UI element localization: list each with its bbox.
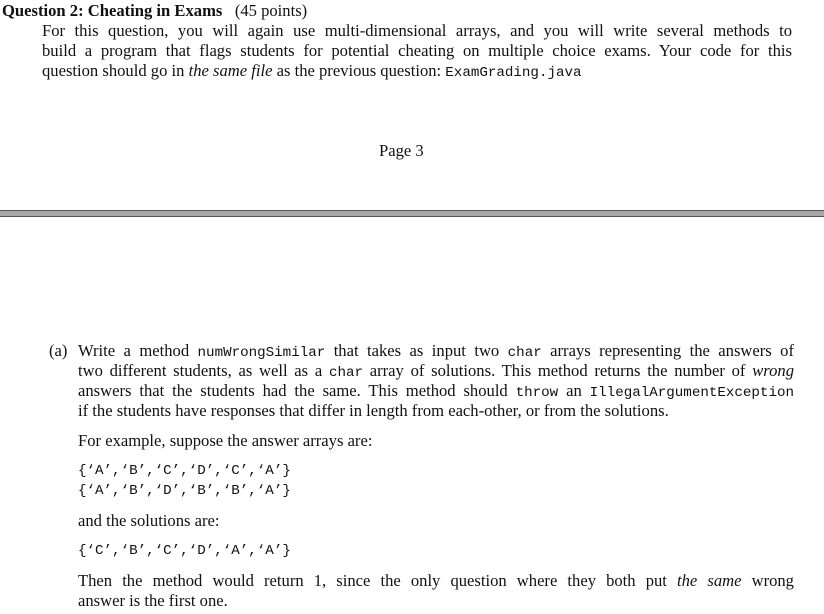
method-name-code: numWrongSimilar xyxy=(197,345,326,361)
text: array of solutions. This method returns the number of xyxy=(363,361,753,380)
solutions-intro: and the solutions are: xyxy=(78,511,220,530)
text: answers that the students had the same. This method should xyxy=(78,381,516,400)
answer-array-1: {‘A’,‘B’,‘C’,‘D’,‘C’,‘A’} xyxy=(78,463,291,479)
exception-code: IllegalArgumentException xyxy=(589,385,794,401)
intro-line-3 xyxy=(42,61,582,83)
question-title: Question 2: Cheating in Exams xyxy=(2,1,223,20)
text: arrays representing the answers of xyxy=(541,341,794,360)
intro-text: question should go in xyxy=(42,61,189,80)
answer-array-2: {‘A’,‘B’,‘D’,‘B’,‘B’,‘A’} xyxy=(78,483,291,499)
text: an xyxy=(558,381,590,400)
text: that takes as input two xyxy=(325,341,508,360)
type-code: char xyxy=(507,345,542,361)
part-a-line-3 xyxy=(78,381,794,403)
intro-text: as the previous question: xyxy=(272,61,446,80)
emphasis: the same xyxy=(677,571,742,590)
question-heading xyxy=(2,1,307,21)
solutions-array: {‘C’,‘B’,‘C’,‘D’,‘A’,‘A’} xyxy=(78,543,291,559)
conclusion-line-2: answer is the first one. xyxy=(78,591,228,610)
part-a-line-4: if the students have responses that differ in length from each-other, or from the solutions. xyxy=(78,401,669,420)
example-intro: For example, suppose the answer arrays are: xyxy=(78,431,373,450)
intro-emphasis: the same file xyxy=(188,61,273,80)
text: wrong xyxy=(741,571,794,590)
text: Then the method would return 1, since the only question where they both put xyxy=(78,571,677,590)
type-code: char xyxy=(328,365,364,381)
page-number: Page 3 xyxy=(379,141,424,160)
text: Write a method xyxy=(78,341,198,360)
filename-code: ExamGrading.java xyxy=(445,65,582,81)
part-a-line-2 xyxy=(78,361,794,383)
page-separator xyxy=(0,210,824,217)
intro-line-1: For this question, you will again use multi-dimensional arrays, and you will write several methods to xyxy=(42,21,792,40)
question-points: (45 points) xyxy=(234,1,308,20)
intro-line-2: build a program that flags students for potential cheating on multiple choice exams. Your code for this xyxy=(42,41,792,60)
part-a-line-1 xyxy=(78,341,794,363)
keyword-code: throw xyxy=(515,385,559,401)
text: two different students, as well as a xyxy=(78,361,329,380)
part-a-label: (a) xyxy=(49,341,68,360)
conclusion-line-1 xyxy=(78,571,794,591)
emphasis: wrong xyxy=(752,361,794,380)
